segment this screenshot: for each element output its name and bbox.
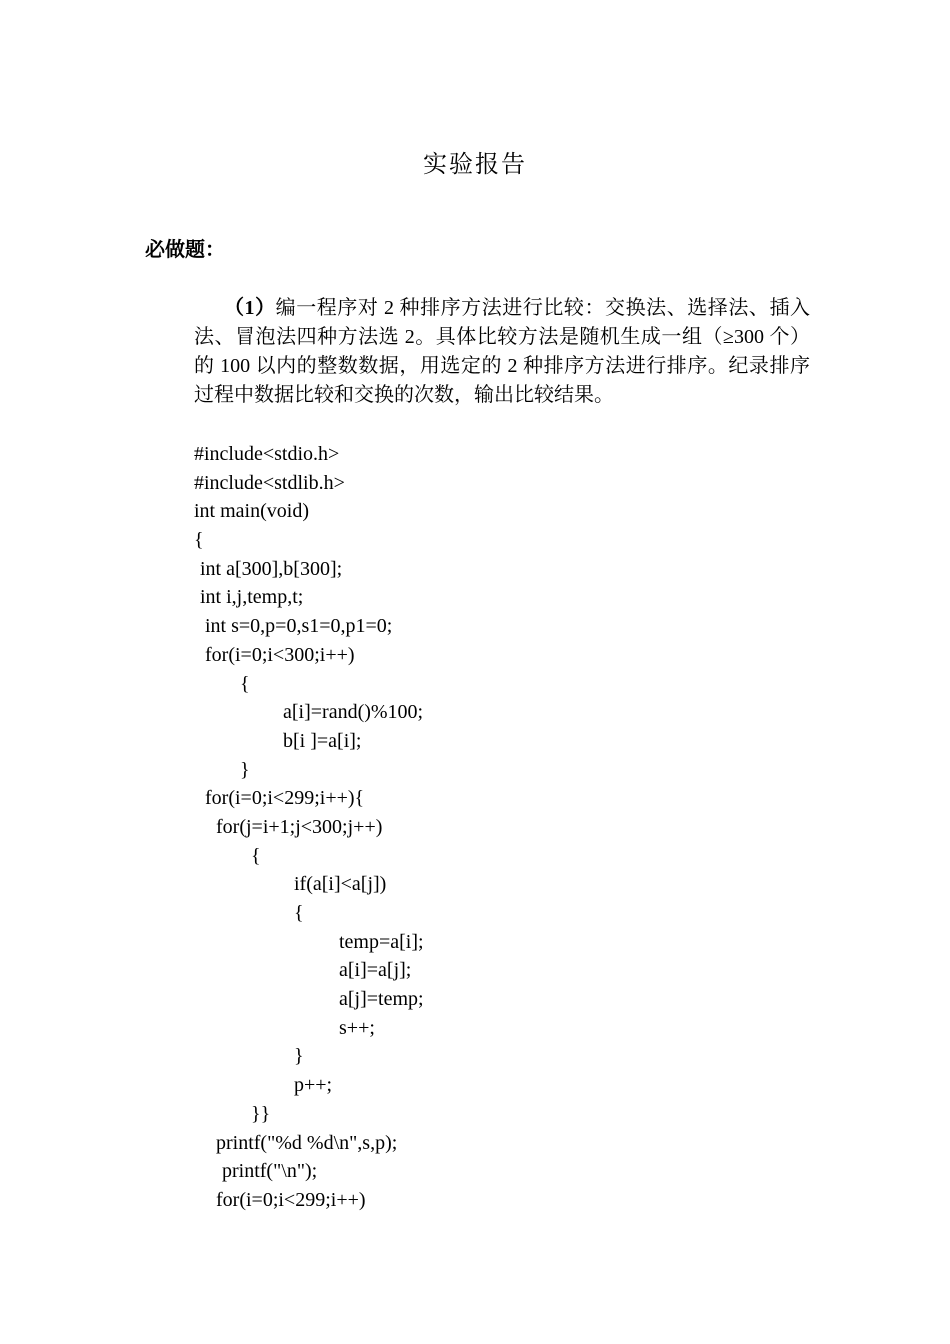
code-line (0, 497, 950, 526)
code-line (0, 899, 950, 928)
code-line (0, 956, 950, 985)
code-line-text: } (294, 1045, 304, 1068)
code-line (0, 756, 950, 785)
code-line (0, 727, 950, 756)
code-line-text: for(j=i+1;j<300;j++) (216, 815, 383, 838)
code-line (0, 670, 950, 699)
code-line-text: int main(void) (194, 500, 309, 523)
code-line (0, 1186, 950, 1215)
code-line-text: #include<stdlib.h> (194, 471, 345, 494)
code-line-text: a[i]=a[j]; (339, 959, 412, 982)
code-line (0, 813, 950, 842)
code-line (0, 870, 950, 899)
code-line-text: printf("\n"); (222, 1160, 318, 1183)
code-line-text: #include<stdio.h> (194, 443, 340, 465)
section-heading: 必做题： (145, 237, 225, 261)
code-line-text: { (251, 844, 261, 867)
code-line-text: { (194, 529, 204, 552)
code-line-text: if(a[i]<a[j]) (294, 873, 387, 896)
code-line-text: a[j]=temp; (339, 988, 424, 1011)
code-line-text: p++; (294, 1074, 333, 1097)
code-line-text: for(i=0;i<299;i++){ (205, 787, 365, 810)
code-line-text: b[i ]=a[i]; (283, 729, 362, 752)
code-line (0, 526, 950, 555)
code-line (0, 440, 950, 469)
code-line-text: int a[300],b[300]; (200, 557, 343, 580)
code-block (0, 440, 950, 1215)
problem-statement (194, 294, 810, 410)
code-line (0, 784, 950, 813)
code-line-text: temp=a[i]; (339, 930, 424, 953)
code-line-text: }} (251, 1102, 271, 1125)
code-line-text: printf("%d %d\n",s,p); (216, 1131, 398, 1154)
code-line-text: } (240, 758, 250, 781)
code-line (0, 698, 950, 727)
code-line-text: int i,j,temp,t; (200, 586, 304, 609)
code-line (0, 928, 950, 957)
problem-text: 编一程序对 2 种排序方法进行比较：交换法、选择法、插入法、冒泡法四种方法选 2。具体比较方法是随机生成一组（≥300 个）的 100 以内的整数数据，用选定的 2 种排序方法进行排序。纪录排序过程中数据比较和交换的次数，输出比较结果。 (194, 297, 811, 406)
code-line-text: for(i=0;i<299;i++) (216, 1188, 366, 1211)
code-line (0, 1129, 950, 1158)
code-line (0, 583, 950, 612)
code-line (0, 469, 950, 498)
code-line (0, 1100, 950, 1129)
code-line (0, 612, 950, 641)
problem-number: （1） (224, 297, 276, 319)
code-line-text: a[i]=rand()%100; (283, 701, 424, 724)
code-line (0, 842, 950, 871)
code-line-text: { (294, 902, 304, 924)
code-line-text: { (240, 672, 250, 695)
code-line (0, 1042, 950, 1071)
code-line (0, 1157, 950, 1186)
code-line (0, 985, 950, 1014)
code-line (0, 1071, 950, 1100)
code-line (0, 641, 950, 670)
code-line-text: int s=0,p=0,s1=0,p1=0; (205, 615, 393, 638)
code-line (0, 1014, 950, 1043)
code-line-text: for(i=0;i<300;i++) (205, 643, 355, 666)
code-line-text: s++; (339, 1016, 375, 1039)
page-title: 实验报告 (423, 152, 527, 178)
code-line (0, 555, 950, 584)
